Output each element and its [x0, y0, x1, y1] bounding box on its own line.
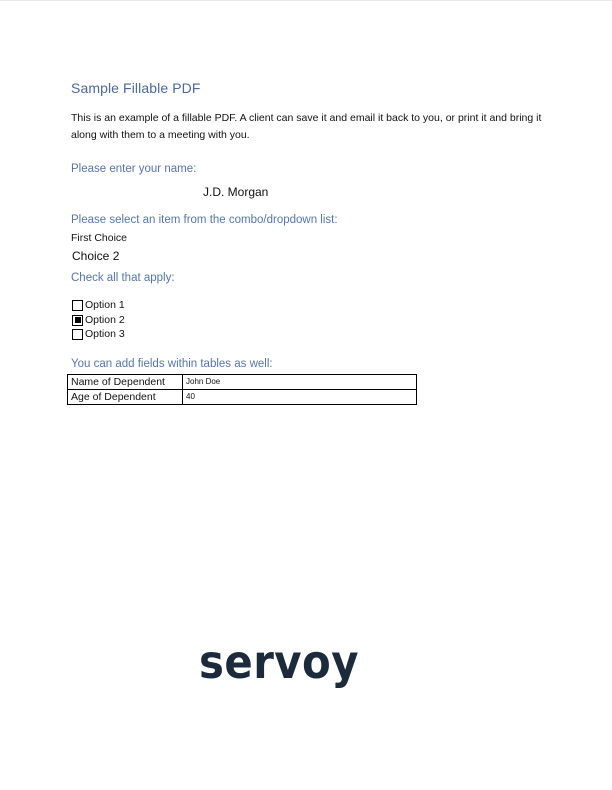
table-heading: You can add fields within tables as well: [71, 358, 273, 370]
combo-dropdown[interactable]: Choice 2 [72, 249, 120, 263]
table-row [68, 390, 417, 405]
checkbox-2-label: Option 2 [85, 314, 125, 326]
dependent-age-label: Age of Dependent [68, 390, 183, 405]
checkbox-option-1[interactable] [72, 298, 125, 312]
table-row [68, 375, 417, 390]
dependent-name-label: Name of Dependent [68, 375, 183, 390]
dependent-name-field[interactable]: John Doe [183, 375, 417, 390]
dependent-table [67, 374, 417, 405]
servoy-logo [199, 636, 361, 692]
name-heading: Please enter your name: [71, 163, 197, 175]
combo-heading: Please select an item from the combo/dropdown list: [71, 214, 338, 226]
dependent-age-field[interactable]: 40 [183, 390, 417, 405]
document-title: Sample Fillable PDF [71, 80, 201, 96]
checkbox-3-label: Option 3 [85, 328, 125, 340]
checkbox-3[interactable] [72, 329, 83, 340]
checkbox-1-label: Option 1 [85, 299, 125, 311]
intro-paragraph: This is an example of a fillable PDF. A client can save it and email it back to you, or print it and bring it along with them to a meeting with you. [71, 112, 542, 141]
name-field[interactable]: J.D. Morgan [203, 185, 269, 199]
combo-field-label: First Choice [71, 232, 128, 244]
checkbox-option-2[interactable] [72, 313, 125, 327]
checkbox-2[interactable] [72, 315, 83, 326]
servoy-logo-text: servoy [199, 636, 359, 689]
checkbox-option-3[interactable] [72, 327, 125, 341]
checkbox-1[interactable] [72, 300, 83, 311]
checkbox-heading: Check all that apply: [71, 272, 175, 284]
